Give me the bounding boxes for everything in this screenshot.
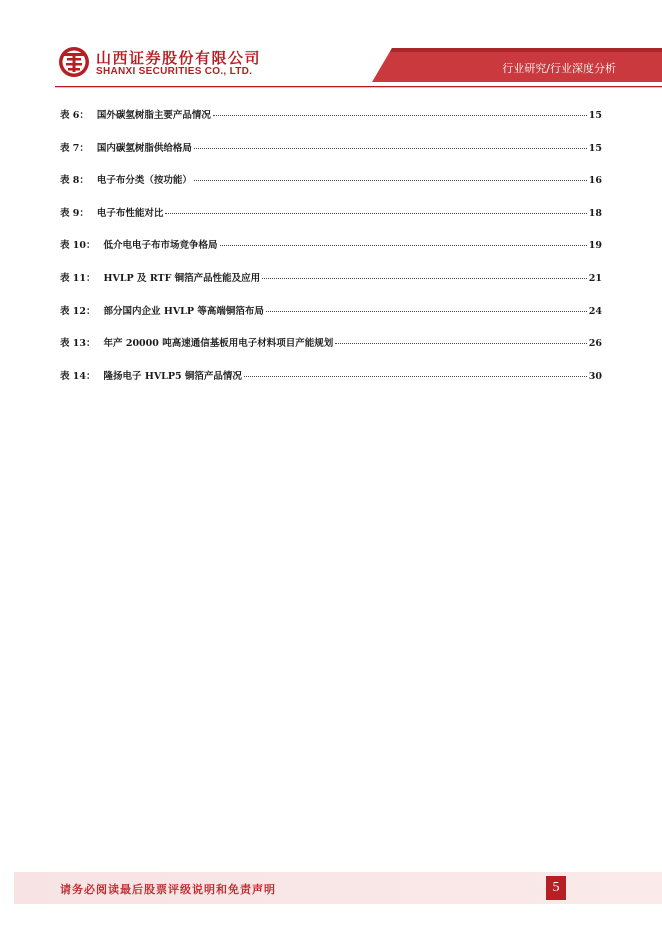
company-name-en: SHANXI SECURITIES CO., LTD. (96, 66, 253, 77)
toc-title[interactable]: 部分国内企业 HVLP 等高端铜箔布局 (103, 305, 264, 317)
toc-entry[interactable] (60, 205, 602, 238)
dot-leader (194, 180, 587, 181)
dot-leader (335, 343, 587, 344)
dot-leader (165, 213, 586, 214)
disclaimer-notice: 请务必阅读最后股票评级说明和免责声明 (60, 883, 276, 896)
toc-label: 表 12： (60, 305, 96, 317)
page-number: 5 (546, 876, 566, 900)
toc-entry[interactable] (60, 303, 602, 336)
dot-leader (220, 245, 587, 246)
toc-label: 表 11： (60, 272, 96, 284)
toc-page-number[interactable]: 18 (588, 207, 602, 219)
dot-leader (194, 148, 587, 149)
toc-label: 表 14： (60, 370, 96, 382)
page-header (0, 0, 662, 92)
toc-page-number[interactable]: 26 (588, 338, 602, 350)
toc-title[interactable]: 隆扬电子 HVLP5 铜箔产品情况 (103, 370, 242, 382)
table-of-contents (60, 107, 602, 400)
toc-entry[interactable] (60, 107, 602, 140)
shanxi-securities-logo-icon (58, 46, 90, 78)
toc-page-number[interactable]: 24 (588, 305, 602, 317)
toc-entry[interactable] (60, 172, 602, 205)
toc-title[interactable]: HVLP 及 RTF 铜箔产品性能及应用 (103, 272, 261, 284)
toc-title[interactable]: 国内碳氢树脂供给格局 (96, 142, 192, 154)
dot-leader (244, 376, 587, 377)
toc-page-number[interactable]: 21 (588, 272, 602, 284)
toc-title[interactable]: 电子布分类（按功能） (96, 175, 192, 187)
dot-leader (213, 115, 587, 116)
toc-entry[interactable] (60, 270, 602, 303)
toc-page-number[interactable]: 30 (588, 370, 602, 382)
toc-page-number[interactable]: 16 (588, 175, 602, 187)
toc-label: 表 9： (60, 207, 89, 219)
toc-title[interactable]: 低介电电子布市场竞争格局 (103, 240, 218, 252)
toc-label: 表 10： (60, 240, 96, 252)
page-footer (0, 872, 662, 904)
toc-label: 表 7： (60, 142, 89, 154)
toc-entry[interactable] (60, 237, 602, 270)
toc-entry[interactable] (60, 335, 602, 368)
dot-leader (266, 311, 587, 312)
report-category: 行业研究/行业深度分析 (502, 62, 616, 75)
toc-label: 表 8： (60, 175, 89, 187)
toc-title[interactable]: 年产 20000 吨高速通信基板用电子材料项目产能规划 (103, 338, 334, 350)
toc-page-number[interactable]: 19 (588, 240, 602, 252)
dot-leader (262, 278, 587, 279)
toc-page-number[interactable]: 15 (588, 110, 602, 121)
toc-label: 表 6： (60, 110, 89, 121)
company-name-cn: 山西证券股份有限公司 (96, 49, 262, 67)
toc-label: 表 13： (60, 338, 96, 350)
toc-page-number[interactable]: 15 (588, 142, 602, 154)
toc-entry[interactable] (60, 368, 602, 401)
toc-title[interactable]: 电子布性能对比 (96, 207, 164, 219)
header-banner (0, 0, 662, 92)
toc-title[interactable]: 国外碳氢树脂主要产品情况 (96, 110, 211, 121)
toc-entry[interactable] (60, 140, 602, 173)
